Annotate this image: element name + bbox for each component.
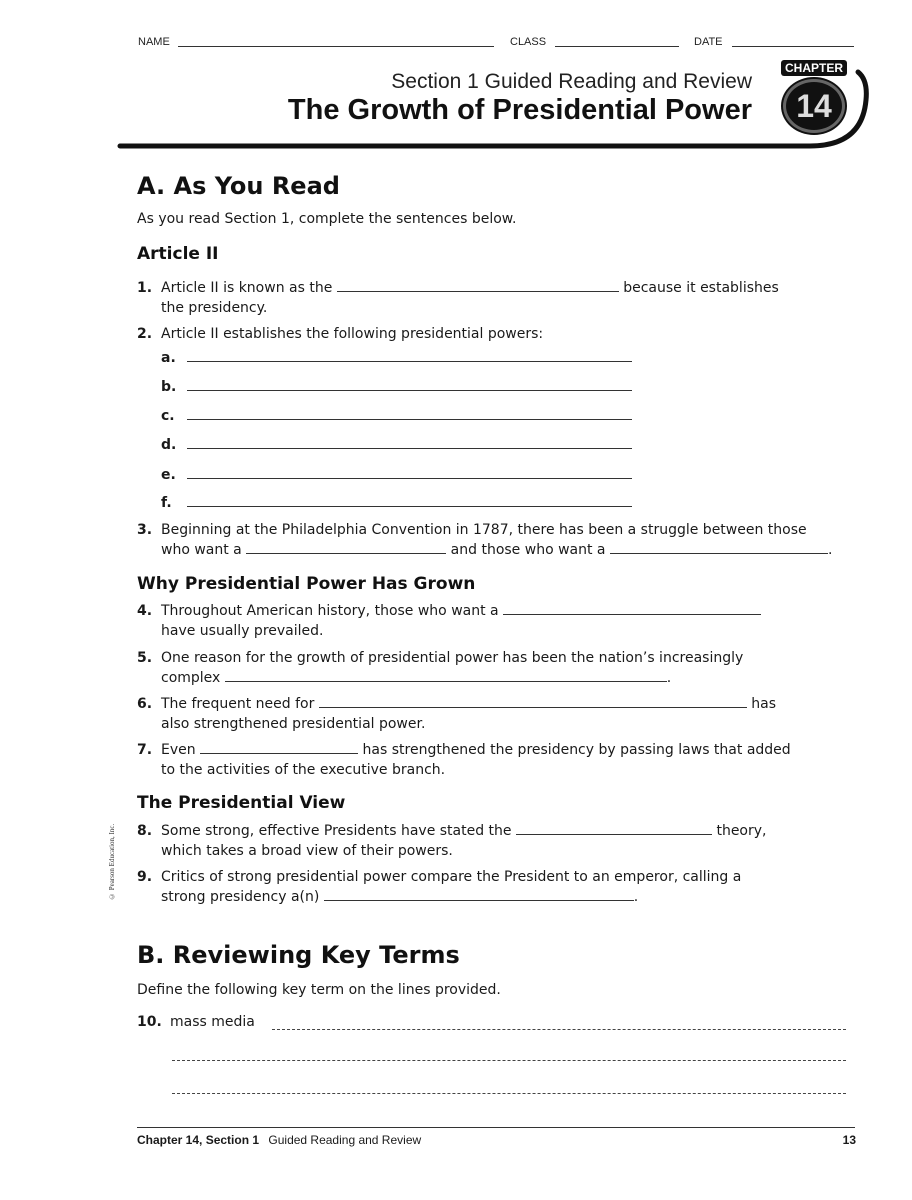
class-line[interactable]	[555, 46, 679, 47]
footer-chapter-section: Chapter 14, Section 1	[137, 1133, 260, 1147]
footer-label: Guided Reading and Review	[268, 1133, 422, 1147]
answer-blank-2c[interactable]	[187, 407, 632, 420]
answer-blank-1[interactable]	[337, 279, 619, 292]
date-label: DATE	[694, 36, 723, 48]
answer-blank-2b[interactable]	[187, 378, 632, 391]
power-item-a: a.	[161, 349, 632, 366]
question-7: 7. Even has strengthened the presidency by passing laws that added to the activities of the executive branch.	[137, 742, 791, 778]
chapter-badge	[781, 60, 847, 132]
power-item-c: c.	[161, 407, 632, 424]
power-item-d: d.	[161, 436, 632, 453]
footer-left	[137, 1133, 421, 1147]
footer-rule	[137, 1127, 855, 1128]
answer-blank-2f[interactable]	[187, 494, 632, 507]
question-6: 6. The frequent need for has also strengthened presidential power.	[137, 696, 777, 732]
name-label: NAME	[138, 36, 170, 48]
definition-line-2[interactable]	[172, 1060, 846, 1061]
answer-blank-3a[interactable]	[246, 541, 446, 554]
question-3: 3. Beginning at the Philadelphia Convention in 1787, there has been a struggle between those who want a and those who want a .	[137, 522, 833, 558]
question-8: 8. Some strong, effective Presidents have stated the theory, which takes a broad view of their powers.	[137, 823, 767, 859]
chapter-label: CHAPTER	[781, 60, 847, 76]
section-b-instructions: Define the following key term on the lines provided.	[137, 982, 501, 998]
definition-line-3[interactable]	[172, 1093, 846, 1094]
answer-blank-2d[interactable]	[187, 436, 632, 449]
answer-blank-2e[interactable]	[187, 466, 632, 479]
name-line[interactable]	[178, 46, 494, 47]
answer-blank-4[interactable]	[503, 602, 761, 615]
question-5: 5. One reason for the growth of presidential power has been the nation’s increasingly complex .	[137, 650, 744, 686]
page-title: The Growth of Presidential Power	[287, 94, 752, 126]
section-subtitle: Section 1 Guided Reading and Review	[391, 70, 752, 93]
answer-blank-6[interactable]	[319, 695, 747, 708]
page-number: 13	[842, 1133, 856, 1147]
question-2: 2. Article II establishes the following presidential powers:	[137, 326, 544, 342]
answer-blank-3b[interactable]	[610, 541, 828, 554]
section-a-heading: A. As You Read	[137, 172, 340, 200]
question-10: 10. mass media	[137, 1012, 857, 1032]
header-swoosh	[110, 60, 880, 155]
class-label: CLASS	[510, 36, 547, 48]
question-1: 1. Article II is known as the because it establishes the presidency.	[137, 280, 779, 316]
section-a-instructions: As you read Section 1, complete the sentences below.	[137, 211, 517, 227]
chapter-number: 14	[796, 87, 832, 124]
subheading-why-grown: Why Presidential Power Has Grown	[137, 574, 476, 594]
power-item-b: b.	[161, 378, 632, 395]
answer-blank-7[interactable]	[200, 741, 358, 754]
power-item-f: f.	[161, 494, 632, 511]
answer-blank-9[interactable]	[324, 888, 634, 901]
definition-line-1[interactable]	[272, 1029, 846, 1030]
answer-blank-2a[interactable]	[187, 349, 632, 362]
section-b-heading: B. Reviewing Key Terms	[137, 941, 460, 969]
date-line[interactable]	[732, 46, 854, 47]
subheading-article-ii: Article II	[137, 244, 219, 264]
power-item-e: e.	[161, 466, 632, 483]
answer-blank-8[interactable]	[516, 822, 712, 835]
answer-blank-5[interactable]	[225, 669, 667, 682]
copyright-sidebar: © Pearson Education, Inc.	[108, 823, 116, 900]
question-4: 4. Throughout American history, those who want a have usually prevailed.	[137, 601, 857, 641]
subheading-presidential-view: The Presidential View	[137, 793, 346, 813]
key-term: mass media	[170, 1014, 255, 1030]
question-9: 9. Critics of strong presidential power compare the President to an emperor, calling a strong presidency a(n) .	[137, 869, 742, 905]
